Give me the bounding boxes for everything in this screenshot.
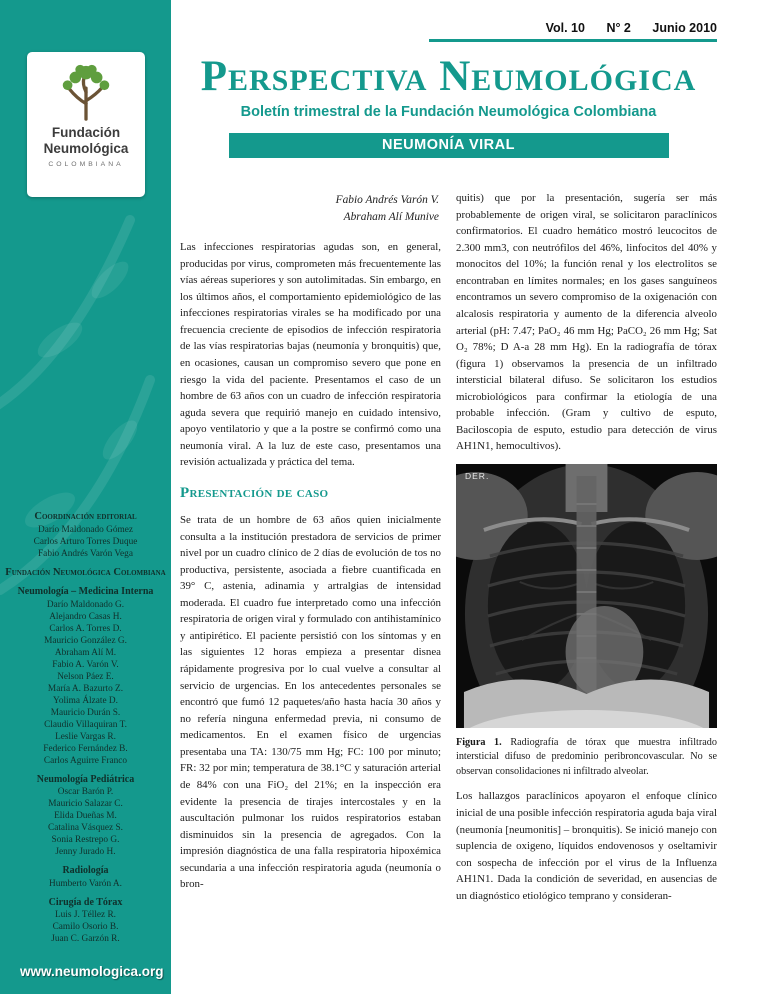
- foundation-logo: [27, 52, 145, 197]
- issue-number: N° 2: [606, 21, 631, 35]
- title-word-1: Perspectiva: [200, 53, 428, 100]
- sidebar-section-radiologia: [4, 865, 167, 890]
- staff-name: Mauricio Salazar C.: [48, 799, 123, 809]
- staff-name: Federico Fernández B.: [43, 743, 128, 754]
- section-title: Coordinación editorial: [34, 511, 137, 522]
- xray-side-marker: DER.: [465, 471, 490, 481]
- main-content: [180, 0, 717, 913]
- staff-name: Fabio Andrés Varón Vega: [38, 548, 133, 559]
- staff-name: Luis J. Téllez R.: [54, 910, 117, 920]
- column-right: [456, 190, 717, 913]
- staff-name: Fabio A. Varón V.: [52, 659, 119, 670]
- sidebar-section-fundacion: [4, 567, 167, 580]
- sidebar-section-neumologia-interna: [4, 586, 167, 767]
- authors-block: [180, 192, 439, 225]
- section-title: Fundación Neumológica Colombiana: [5, 566, 166, 578]
- author-name: Abraham Alí Munive: [343, 210, 439, 223]
- article-columns: [180, 190, 717, 913]
- header-rule: [429, 39, 717, 42]
- sidebar-section-neumologia-pediatrica: [4, 774, 167, 859]
- staff-name: Abraham Alí M.: [54, 647, 117, 658]
- logo-text-line3: COLOMBIANA: [48, 161, 124, 169]
- page-title: [180, 55, 717, 98]
- logo-text-line2: Neumológica: [43, 140, 129, 156]
- sidebar: [0, 0, 171, 994]
- staff-name: María A. Bazurto Z.: [47, 683, 124, 694]
- figure-caption: [456, 736, 717, 779]
- section-title: Neumología – Medicina Interna: [17, 586, 154, 597]
- page-subtitle: Boletín trimestral de la Fundación Neumológica Colombiana: [240, 104, 657, 120]
- sidebar-section-coordinacion: [4, 511, 167, 560]
- staff-name: Carlos Arturo Torres Duque: [33, 536, 138, 547]
- staff-name: Darío Maldonado Gómez: [37, 524, 133, 535]
- title-word-2: Neumológica: [439, 53, 697, 100]
- staff-name: Juan C. Garzón R.: [51, 934, 120, 944]
- staff-name: Elida Dueñas M.: [54, 811, 117, 821]
- section-heading: Presentación de caso: [180, 484, 329, 501]
- figure-caption-text: Radiografía de tórax que muestra infiltrado intersticial difuso de predominio peribroncovascular. No se observan consolidaciones ni infiltrado alveolar.: [456, 737, 717, 777]
- article-title-banner: NEUMONÍA VIRAL: [229, 133, 669, 158]
- author-name: Fabio Andrés Varón V.: [335, 194, 439, 206]
- figure-caption-label: Figura 1.: [456, 737, 502, 748]
- body-paragraph: Las infecciones respiratorias agudas son, en general, producidas por virus, comprometen más frecuentemente las vías aéreas superiores y son autolimitadas. Sin embargo, en los últimos años, el comportamiento epidemiológico de las infecciones respiratorias virales se ha modificado por una frecuencia creciente de episodios de infección respiratoria de las vías respiratorias bajas (neumonía y bronquitis) que, en ocasiones, causan un compromiso severo que pone en riesgo la vida del paciente. Presentamos el caso de un hombre de 63 años con un cuadro de infección respiratoria aguda severa que requirió manejo en cuidado intensivo, apoyo ventilatorio y que a la postre se confirmó como una neumonía viral. A la luz de este caso, presentamos una revisión actualizada y práctica del tema.: [180, 241, 441, 469]
- body-paragraph: Se trata de un hombre de 63 años quien inicialmente consulta a la institución prestadora de servicios de primer nivel por un cuadro clínico de 2 días de evolución de tos no productiva, persistente, asociada a fiebre cuantificada en 39° C, astenia, adinamia y artralgias de intensidad moderada. El cuadro fue interpretado como una infección respiratoria de origen viral y formulado con antihistamínico y antipirético. El paciente persistió con los síntomas y en las siguientes 12 horas empieza a presentar disnea rápidamente progresiva por lo cual vuelve a consultar al servicio de urgencias. En los antecedentes personales se encontró que fumó 12 paquetes/año hasta hacía 30 años y no refería ninguna enfermedad previa, ni consumo de medicamentos. En el examen físico de urgencias presentaba una TA: 130/75 mm Hg; FC: 100 por minuto; FR: 32 por min; temperatura de 38.1°C y saturación arterial de 84% con una FiO₂ del 21%; en la inspección era evidente la presencia de tirajes intercostales y en la auscultación pulmonar los ruidos respiratorios estaban disminuidos sin la presencia de agregados. Con la impresión diagnóstica de una falla respiratoria hipoxémica secundaria a una infección respiratoria aguda (neumonía o bron-: [180, 513, 441, 891]
- logo-text-line1: Fundación: [51, 125, 121, 140]
- sidebar-section-cirugia: [4, 897, 167, 946]
- body-paragraph: quitis) que por la presentación, sugería ser más probablemente de origen viral, se solicitaron paraclínicos confirmatorios. El cuadro hemático mostró leucocitos de 2.300 mm3, con neutrófilos del 46%, linfocitos del 40% y monocitos del 10%; la función renal y los electrolitos se encontraban en límites normales; en los gases sanguíneos encontramos un severo compromiso de la oxigenación con alcalosis respiratoria y aumento de la diferencia alveolo arterial (pH: 7.47; PaO₂ 46 mm Hg; PaCO₂ 26 mm Hg; Sat O₂ 78%; D A-a 28 mm Hg). En la radiografía de tórax (figura 1) observamos la presencia de un infiltrado intersticial bilateral difuso. Se solicitaron los estudios microbiológicos para confirmar la etiología de una probable infección. (Gram y cultivo de esputo, Baciloscopia de esputo, estudio para detección de virus AH1N1, hemocultivos).: [456, 192, 717, 453]
- chest-xray-figure: [456, 464, 717, 779]
- staff-name: Catalina Vásquez S.: [48, 823, 123, 833]
- staff-name: Mauricio Durán S.: [50, 707, 121, 718]
- body-paragraph: Los hallazgos paraclínicos apoyaron el enfoque clínico inicial de una posible infección respiratoria aguda baja viral (neumonía [neumonitis] – bronquitis). Se inició manejo con suplencia de oxigeno, líquidos endovenosos y oseltamivir con sospecha de infección por el virus de la Influenza AH1N1. Dada la condición de severidad, en ausencias de un diagnóstico etiológico temprano y consideran-: [456, 790, 717, 902]
- staff-name: Oscar Barón P.: [57, 787, 114, 797]
- xray-image: [456, 464, 717, 728]
- column-left: [180, 190, 441, 913]
- xray-illustration: [456, 464, 717, 728]
- section-title: Cirugía de Tórax: [48, 896, 123, 908]
- editorial-board: [4, 511, 167, 952]
- staff-name: Humberto Varón A.: [49, 878, 122, 889]
- staff-name: Alejandro Casas H.: [49, 611, 122, 622]
- tree-logo-icon: [55, 61, 117, 123]
- staff-name: Claudio Villaquiran T.: [44, 719, 127, 730]
- staff-name: Carlos Aguirre Franco: [43, 755, 128, 766]
- staff-name: Jenny Jurado H.: [55, 847, 116, 857]
- staff-name: Leslie Vargas R.: [55, 731, 116, 742]
- staff-name: Darío Maldonado G.: [46, 599, 125, 610]
- staff-name: Carlos A. Torres D.: [49, 623, 122, 634]
- section-title: Neumología Pediátrica: [36, 773, 135, 785]
- staff-name: Mauricio González G.: [44, 635, 127, 646]
- volume-info: [180, 21, 717, 35]
- staff-name: Camilo Osorio B.: [52, 922, 119, 932]
- issue-date: Junio 2010: [652, 21, 717, 35]
- section-title: Radiología: [62, 865, 109, 876]
- staff-name: Nelson Páez E.: [57, 671, 114, 682]
- website-link[interactable]: www.neumologica.org: [20, 964, 164, 979]
- staff-name: Sonia Restrepo G.: [51, 835, 120, 845]
- staff-name: Yolima Álzate D.: [53, 695, 118, 706]
- volume-label: Vol. 10: [545, 21, 585, 35]
